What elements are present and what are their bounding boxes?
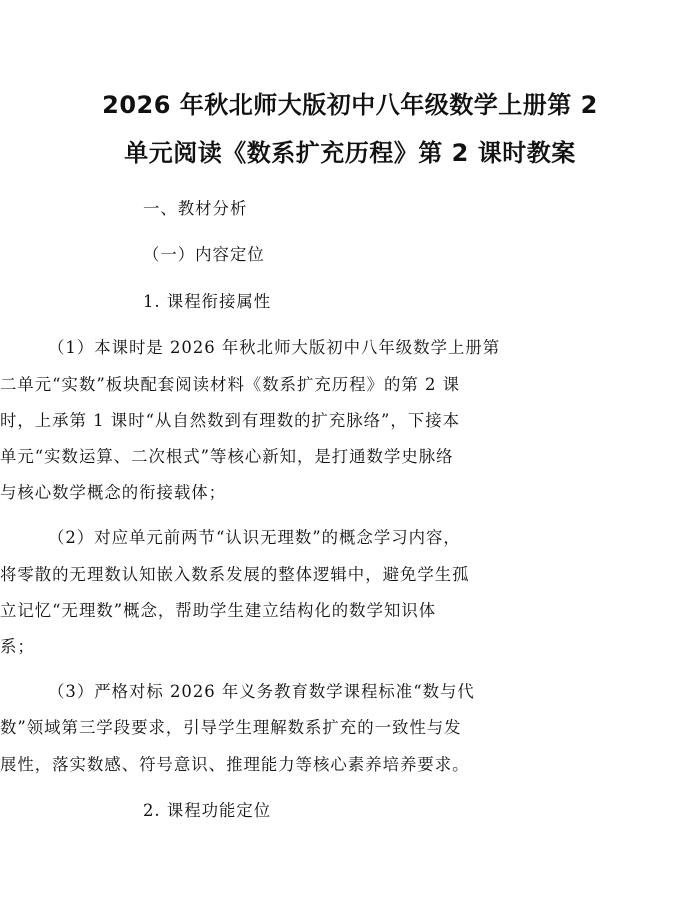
paragraph-line: （3）严格对标 2026 年义务教育数学课程标准“数与代: [48, 682, 475, 701]
document-title-line-2: 单元阅读《数系扩充历程》第 2 课时教案: [124, 139, 576, 167]
subsection-heading-content-positioning: （一）内容定位: [143, 245, 265, 264]
paragraph-line: 系；: [0, 637, 35, 656]
paragraph-line: 数”领域第三学段要求，引导学生理解数系扩充的一致性与发: [0, 718, 462, 737]
item-heading-course-connection: 1. 课程衔接属性: [143, 292, 272, 311]
paragraph-line: 时，上承第 1 课时“从自然数到有理数的扩充脉络”，下接本: [0, 411, 460, 430]
paragraph-line: 立记忆“无理数”概念，帮助学生建立结构化的数学知识体: [0, 601, 437, 620]
section-heading-textbook-analysis: 一、教材分析: [143, 199, 248, 218]
paragraph-line: 展性，落实数感、符号意识、推理能力等核心素养培养要求。: [0, 755, 470, 774]
paragraph-line: （2）对应单元前两节“认识无理数”的概念学习内容，: [48, 528, 461, 547]
paragraph-line: 单元“实数运算、二次根式”等核心新知，是打通数学史脉络: [0, 447, 454, 466]
paragraph-line: （1）本课时是 2026 年秋北师大版初中八年级数学上册第: [48, 338, 501, 357]
paragraph-line: 将零散的无理数认知嵌入数系发展的整体逻辑中，避免学生孤: [0, 565, 470, 584]
paragraph-line: 二单元“实数”板块配套阅读材料《数系扩充历程》的第 2 课: [0, 375, 460, 394]
paragraph-line: 与核心数学概念的衔接载体；: [0, 483, 227, 502]
document-title-line-1: 2026 年秋北师大版初中八年级数学上册第 2: [102, 91, 598, 119]
item-heading-course-function: 2. 课程功能定位: [143, 801, 272, 820]
